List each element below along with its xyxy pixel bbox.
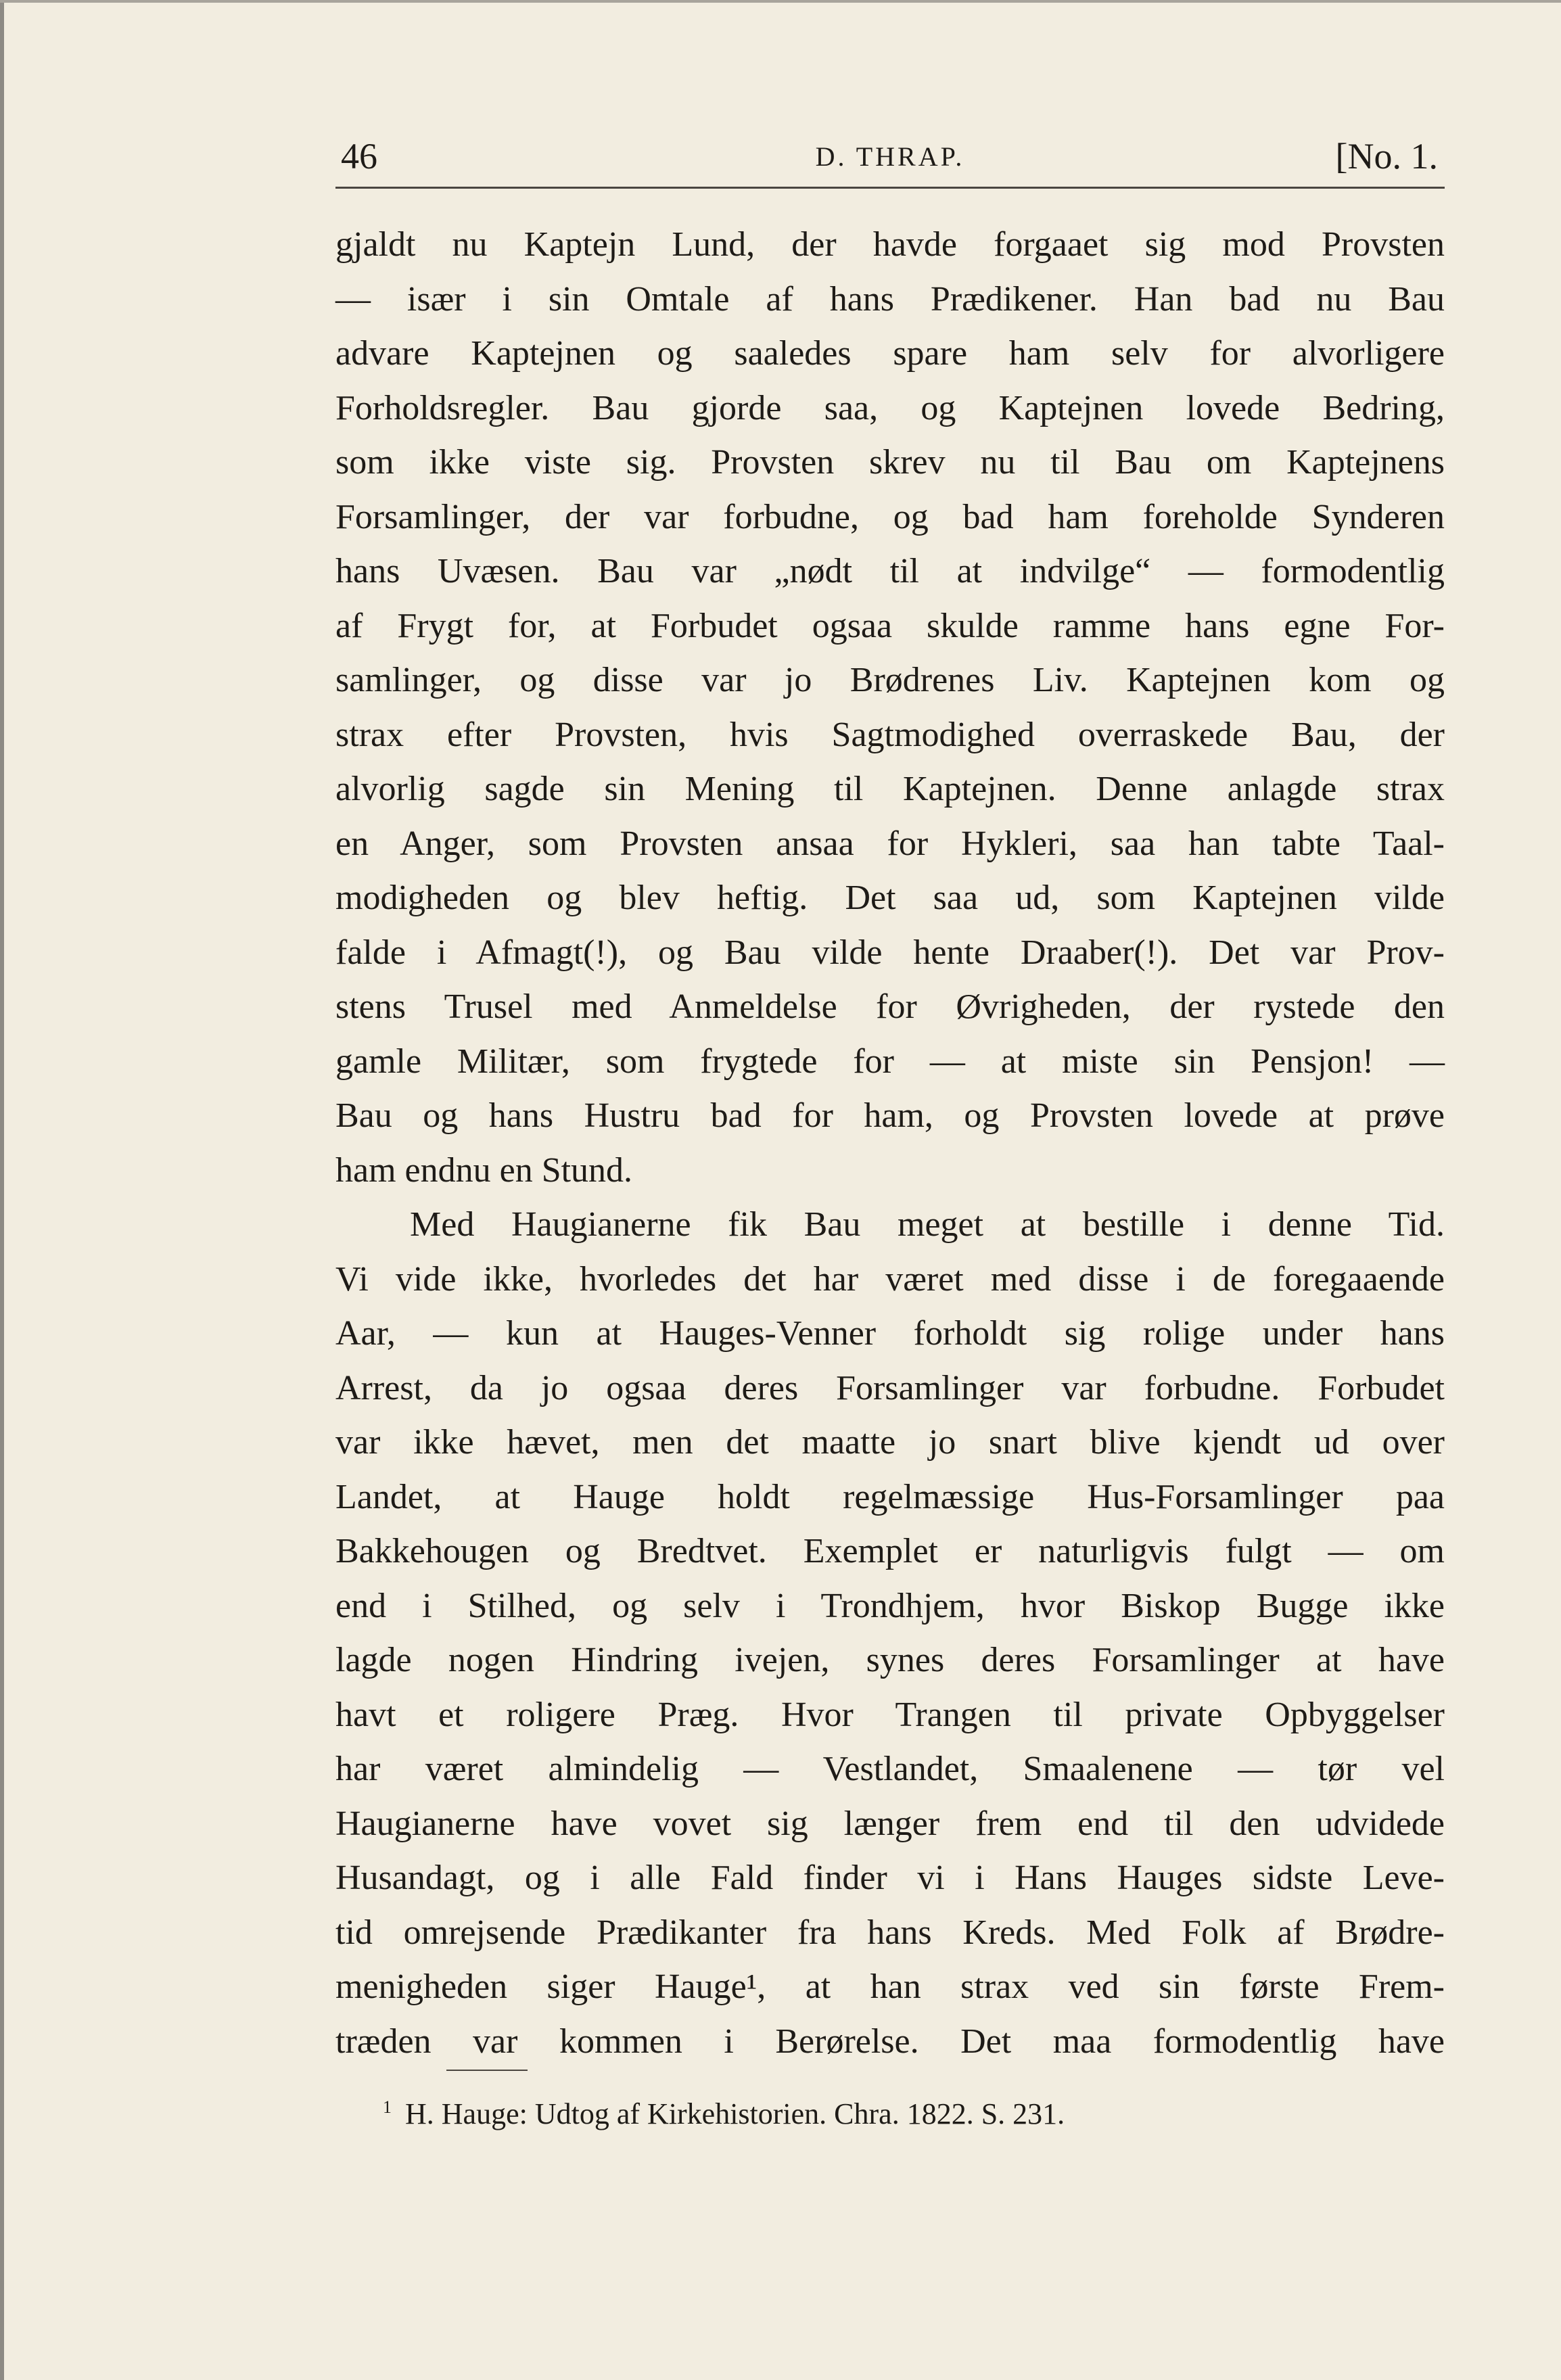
text-line: gjaldt nu Kaptejn Lund, der havde forgaaet sig mod Provsten [335,225,1445,264]
text-line: af Frygt for, at Forbudet ogsaa skulde ramme hans egne For- [335,606,1445,645]
text-line: samlinger, og disse var jo Brødrenes Liv. Kaptejnen kom og [335,661,1445,699]
text-line: en Anger, som Provsten ansaa for Hykleri, saa han tabte Taal- [335,824,1445,863]
text-line: alvorlig sagde sin Mening til Kaptejnen. Denne anlagde strax [335,770,1445,808]
text-line: advare Kaptejnen og saaledes spare ham selv for alvorligere [335,334,1445,373]
body-text [335,218,1445,2069]
footnote-marker: 1 [383,2097,392,2118]
text-line: lagde nogen Hindring ivejen, synes deres Forsamlinger at have [335,1641,1445,1679]
text-line: Arrest, da jo ogsaa deres Forsamlinger var forbudne. Forbudet [335,1368,1445,1407]
text-line: menigheden siger Hauge¹, at han strax ved sin første Frem- [335,1967,1445,2006]
running-head: D. THRAP. [815,141,965,172]
text-line: — især i sin Omtale af hans Prædikener. Han bad nu Bau [335,279,1445,319]
text-line: Med Haugianerne fik Bau meget at bestille i denne Tid. [410,1205,1445,1244]
text-line: modigheden og blev heftig. Det saa ud, som Kaptejnen vilde [335,879,1445,917]
text-line: ham endnu en Stund. [335,1150,633,1190]
text-line: strax efter Provsten, hvis Sagtmodighed overraskede Bau, der [335,715,1445,754]
scan-edge-top [0,0,1561,3]
footnote-text: H. Hauge: Udtog af Kirkehistorien. Chra. 1822. S. 231. [405,2097,1065,2130]
text-line: Haugianerne have vovet sig længer frem end til den udvidede [335,1804,1445,1843]
text-line: Vi vide ikke, hvorledes det har været med disse i de foregaaende [335,1259,1445,1299]
text-line: var ikke hævet, men det maatte jo snart blive kjendt ud over [335,1423,1445,1462]
scan-edge [0,0,4,2380]
text-line: træden var kommen i Berørelse. Det maa formodentlig have [335,2022,1445,2061]
text-line: end i Stilhed, og selv i Trondhjem, hvor Biskop Bugge ikke [335,1586,1445,1625]
text-line: Bakkehougen og Bredtvet. Exemplet er naturligvis fulgt — om [335,1532,1445,1570]
text-line: tid omrejsende Prædikanter fra hans Kreds. Med Folk af Brødre- [335,1913,1445,1952]
text-line: Husandagt, og i alle Fald finder vi i Hans Hauges sidste Leve- [335,1859,1445,1897]
text-line: har været almindelig — Vestlandet, Smaalenene — tør vel [335,1750,1445,1788]
text-line: stens Trusel med Anmeldelse for Øvrigheden, der rystede den [335,987,1445,1026]
footnote-rule [446,2070,528,2071]
footnote [383,2097,1397,2131]
text-line: som ikke viste sig. Provsten skrev nu til Bau om Kaptejnens [335,443,1445,482]
text-line: Forsamlinger, der var forbudne, og bad ham foreholde Synderen [335,497,1445,536]
issue-number: [No. 1. [1335,136,1438,177]
header-rule [335,187,1445,189]
text-line: hans Uvæsen. Bau var „nødt til at indvilge“ — formodentlig [335,552,1445,590]
page-header [335,129,1445,183]
text-line: falde i Afmagt(!), og Bau vilde hente Draaber(!). Det var Prov- [335,933,1445,972]
text-line: gamle Militær, som frygtede for — at miste sin Pensjon! — [335,1042,1445,1081]
text-line: havt et roligere Præg. Hvor Trangen til private Opbyggelser [335,1695,1445,1734]
text-line: Landet, at Hauge holdt regelmæssige Hus-Forsamlinger paa [335,1477,1445,1516]
text-line: Aar, — kun at Hauges-Venner forholdt sig rolige under hans [335,1314,1445,1353]
text-line: Bau og hans Hustru bad for ham, og Provsten lovede at prøve [335,1096,1445,1135]
page-number: 46 [341,136,377,177]
text-line: Forholdsregler. Bau gjorde saa, og Kaptejnen lovede Bedring, [335,388,1445,427]
